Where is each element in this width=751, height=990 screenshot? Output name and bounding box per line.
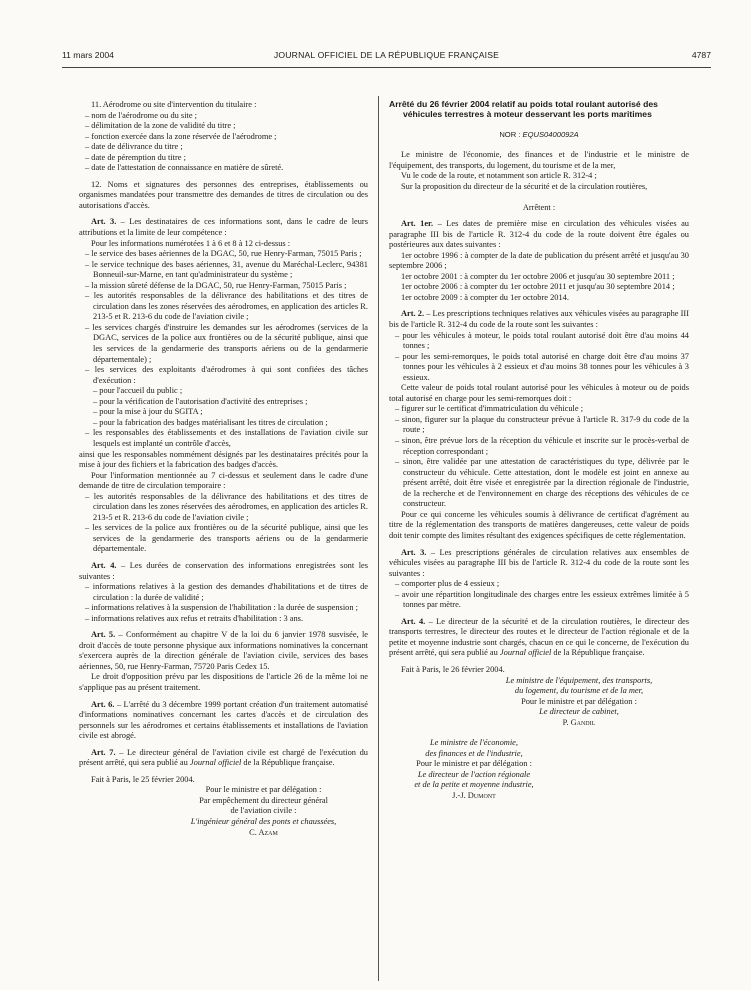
article-text: – Conformément au chapitre V de la loi du 6 janvier 1978 susvisée, le droit d'accès de toute personne physique aux informations nominatives la concernant s'exercera auprès de la direction générale de l'aviation civile, services des bases aériennes, 50, rue Henry-Farman, 75720 Paris Cedex 15. bbox=[79, 630, 369, 671]
article-label: Art. 4. bbox=[91, 560, 117, 570]
list-item: – les autorités responsables de la délivrance des habilitations et des titres de circulation dans les zones réservées des aérodromes, en application des articles R. 213-5 et R. 213-6 du code de l'aviation civile ; bbox=[85, 491, 368, 522]
article-label: Art. 5. bbox=[91, 630, 116, 640]
signatory-title: Le directeur de cabinet, bbox=[539, 707, 619, 717]
article-1 bbox=[389, 219, 689, 251]
paragraph: Pour l'information mentionnée au 7 ci-dessus et seulement dans le cadre d'une demande de titre de circulation temporaire : bbox=[79, 470, 368, 491]
nor-label: NOR : bbox=[499, 129, 523, 139]
article-text-end: de la République française. bbox=[551, 648, 645, 658]
list-item: – date de délivrance du titre ; bbox=[85, 142, 183, 152]
page-header bbox=[62, 50, 711, 68]
paragraph: Pour ce qui concerne les véhicules soumis à délivrance de certificat d'agrément au titre de la réglementation des transports de matières dangereuses, cette valeur de poids doit tenir compte des limites résultant des exigences spécifiques de cette réglementation. bbox=[389, 509, 689, 540]
list-item: – figurer sur le certificat d'immatriculation du véhicule ; bbox=[395, 404, 584, 414]
signatory-name: J.-J. Dumont bbox=[452, 790, 496, 800]
list-item: – comporter plus de 4 essieux ; bbox=[395, 579, 500, 589]
article-text-end: de la République française. bbox=[241, 758, 335, 768]
list-item: – date de l'attestation de connaissance en matière de sûreté. bbox=[85, 163, 284, 173]
list-item: – informations relatives à la suspension de l'habilitation : la durée de suspension ; bbox=[85, 603, 358, 613]
article-label: Art. 3. bbox=[91, 217, 117, 227]
sub-list-item: – pour la fabrication des badges matérialisant les titres de circulation ; bbox=[93, 417, 328, 427]
article-7 bbox=[79, 748, 368, 769]
article-5 bbox=[79, 630, 368, 672]
signatory-title: Le directeur de l'action régionale bbox=[417, 769, 531, 779]
signatory-minister: Le ministre de l'équipement, des transports, bbox=[505, 675, 653, 685]
article-label: Art. 2. bbox=[401, 309, 425, 319]
list-item: – avoir une répartition longitudinale des charges entre les essieux extrêmes limitée à 5 tonnes par mètre. bbox=[395, 589, 689, 610]
list-item: – informations relatives à la gestion des demandes d'habilitations et de titres de circulation : la durée de validité ; bbox=[85, 582, 368, 602]
article-label: Art. 4. bbox=[401, 616, 426, 626]
signatory-name: P. Gandil bbox=[562, 717, 596, 727]
proposal: Sur la proposition du directeur de la sécurité et de la circulation routières, bbox=[401, 182, 648, 191]
issue-date: 11 mars 2004 bbox=[62, 50, 114, 60]
nor-reference bbox=[389, 130, 689, 141]
visa: Vu le code de la route, et notamment son article R. 312-4 ; bbox=[401, 171, 597, 181]
list-item: – pour les véhicules à moteur, le poids total roulant autorisé doit être d'au moins 44 tonnes ; bbox=[395, 330, 689, 351]
sub-list-item: – pour l'accueil du public ; bbox=[93, 386, 183, 396]
article-label: Art. 3. bbox=[401, 547, 427, 557]
signature-date: Fait à Paris, le 26 février 2004. bbox=[401, 664, 505, 674]
date-entry: 1er octobre 2001 : à compter du 1er octobre 2006 et jusqu'au 30 septembre 2011 ; bbox=[401, 271, 675, 281]
paragraph: ainsi que les responsables nommément désignés par les destinataires précités pour la mise à jour des fichiers et la fabrication des badges d'accès. bbox=[79, 449, 368, 470]
list-item: – le service des bases aériennes de la DGAC, 50, rue Henry-Farman, 75015 Paris ; bbox=[85, 249, 362, 259]
article-label: Art. 7. bbox=[91, 747, 116, 757]
article-text: – L'arrêté du 3 décembre 1999 portant création d'un traitement automatisé d'informations nominatives concernant les cartes d'accès et de circulation des personnels sur les aérodromes et certains établissements et installations de l'aviation civile est abrogé. bbox=[79, 699, 368, 741]
right-column bbox=[389, 99, 689, 802]
signatory-title: L'ingénieur général des ponts et chaussées, bbox=[190, 817, 337, 826]
signatory-minister: Le ministre de l'économie, bbox=[429, 738, 518, 748]
paragraph: Pour les informations numérotées 1 à 6 et 8 à 12 ci-dessus : bbox=[91, 238, 291, 248]
list-item: – les services de la police aux frontières ou de la sécurité publique, ainsi que les services de la gendarmerie des transports aériens ou de la gendarmerie départementale. bbox=[85, 523, 368, 554]
list-item: – nom de l'aérodrome ou du site ; bbox=[85, 110, 197, 120]
signature-line: de l'aviation civile : bbox=[230, 806, 297, 816]
delegation-line: Pour le ministre et par délégation : bbox=[521, 696, 637, 706]
signatory-minister: des finances et de l'industrie, bbox=[425, 748, 523, 758]
article-6 bbox=[79, 700, 368, 742]
article-3 bbox=[79, 217, 368, 238]
date-entry: 1er octobre 2009 : à compter du 1er octobre 2014. bbox=[401, 292, 569, 302]
article-4 bbox=[79, 561, 368, 582]
signatory-minister: du logement, du tourisme et de la mer, bbox=[514, 686, 644, 696]
left-column bbox=[79, 100, 368, 838]
article-label: Art. 6. bbox=[91, 699, 115, 709]
article-text: – Le directeur général de l'aviation civile est chargé de l'exécution du présent arrêté, qui sera publié au bbox=[79, 747, 368, 768]
article-text: – Le directeur de la sécurité et de la circulation routières, le directeur des transports terrestres, le directeur des routes et le directeur de l'action régionale et de la petite et moyenne industrie sont chargés, chacun en ce qui le concerne, de l'exécution du présent arrêté, qui sera publié au bbox=[389, 616, 689, 658]
list-item: – les services chargés d'instruire les demandes sur les aérodromes (services de la DGAC, services de la police aux frontières ou de la sécurité publique, ainsi que les services de la gendarmerie des transports aériens ou de la gendarmerie départementale) ; bbox=[85, 322, 368, 364]
nor-code: EQUS0400092A bbox=[522, 129, 579, 139]
signature-line: Par empêchement du directeur général bbox=[199, 795, 328, 805]
decree-title: Arrêté du 26 février 2004 relatif au poids total roulant autorisé des véhicules terrestres à moteur desservant les ports maritimes bbox=[389, 99, 658, 120]
list-item: – les autorités responsables de la délivrance des habilitations et des titres de circulation dans les zones réservées des aérodromes, en application des articles R. 213-5 et R. 213-6 du code de l'aviation civile ; bbox=[85, 291, 368, 322]
list-item: – sinon, être prévue lors de la réception du véhicule et inscrite sur le procès-verbal de réception correspondant ; bbox=[395, 436, 689, 456]
article-2 bbox=[389, 309, 689, 330]
column-divider bbox=[378, 96, 379, 981]
date-entry: 1er octobre 2006 : à compter du 1er octobre 2011 et jusqu'au 30 septembre 2014 ; bbox=[401, 282, 675, 292]
signature-block bbox=[159, 785, 368, 838]
article-text: – Les dates de première mise en circulation des véhicules visées au paragraphe III bis de l'article R. 312-4 du code de la route doivent être égales ou postérieures aux dates suivantes : bbox=[389, 219, 689, 250]
item-12: 12. Noms et signatures des personnes des entreprises, établissements ou organismes mandatées pour transmettre des demandes de titres de circulation ou des autorisations d'accès. bbox=[79, 179, 368, 210]
signature-date: Fait à Paris, le 25 février 2004. bbox=[91, 774, 195, 784]
list-item: – les services des exploitants d'aérodromes à qui sont confiées des tâches d'exécution : bbox=[85, 365, 368, 385]
delegation-line: Pour le ministre et par délégation : bbox=[416, 759, 532, 769]
list-item: – le service technique des bases aériennes, 31, avenue du Maréchal-Leclerc, 94381 Bonneuil-sur-Marne, en tant qu'administrateur du système ; bbox=[85, 259, 368, 280]
sub-list-item: – pour la mise à jour du SGITA ; bbox=[93, 407, 203, 417]
article-text: – Les prescriptions techniques relatives aux véhicules visées au paragraphe III bis de l'article R. 312-4 du code de la route sont les suivantes : bbox=[389, 309, 689, 330]
journal-reference: Journal officiel bbox=[499, 648, 552, 658]
list-item: – pour les semi-remorques, le poids total autorisé en charge doit être d'au moins 37 tonnes pour les véhicules à 2 essieux et d'au moins 38 tonnes pour les véhicules à 3 essieux. bbox=[395, 351, 689, 382]
page-number: 4787 bbox=[691, 50, 711, 60]
article-text: – Les prescriptions générales de circulation relatives aux ensembles de véhicules visées au paragraphe III bis de l'article R. 312-4 du code de la route sont les suivantes : bbox=[389, 547, 689, 578]
article-3 bbox=[389, 548, 689, 580]
article-text: – Les destinataires de ces informations sont, dans le cadre de leurs attributions et la limite de leur compétence : bbox=[79, 217, 368, 238]
journal-reference: Journal officiel bbox=[189, 758, 242, 768]
article-text: – Les durées de conservation des informations enregistrées sont les suivantes : bbox=[79, 560, 368, 581]
list-item: – date de péremption du titre ; bbox=[85, 152, 186, 162]
list-item: – la mission sûreté défense de la DGAC, 50, rue Henry-Farman, 75015 Paris ; bbox=[85, 280, 347, 290]
list-item: – sinon, figurer sur la plaque du constructeur prévue à l'article R. 317-9 du code de la route ; bbox=[395, 414, 689, 435]
list-item: – sinon, être validée par une attestation de caractéristiques du type, délivrée par le constructeur du véhicule. Cette attestation, dont le modèle est joint en annexe au présent arrêté, doit être visée et enregistrée par la direction régionale de l'industrie, de la recherche et de l'environnement en charge des réceptions des véhicules de ce constructeur. bbox=[395, 457, 689, 509]
signature-block-1 bbox=[469, 676, 689, 729]
signature-block-2 bbox=[389, 738, 559, 801]
list-item: – délimitation de la zone de validité du titre ; bbox=[85, 121, 236, 131]
list-item: – les responsables des établissements et des installations de l'aviation civile sur lesquels est implanté un contrôle d'accès, bbox=[85, 428, 368, 448]
signature-line: Pour le ministre et par délégation : bbox=[205, 785, 322, 795]
preamble: Le ministre de l'économie, des finances et de l'industrie et le ministre de l'équipement, des transports, du logement, du tourisme et de la mer, bbox=[389, 150, 689, 170]
signatory-name: C. Azam bbox=[249, 827, 278, 837]
article-4 bbox=[389, 617, 689, 659]
paragraph: Cette valeur de poids total roulant autorisé pour les véhicules à moteur ou de poids total autorisé en charge pour les semi-remorques doit : bbox=[389, 383, 689, 403]
item-11: 11. Aérodrome ou site d'intervention du titulaire : bbox=[91, 100, 257, 109]
signatory-title: et de la petite et moyenne industrie, bbox=[414, 780, 534, 790]
article-label: Art. 1er. bbox=[401, 219, 434, 229]
journal-title: JOURNAL OFFICIEL DE LA RÉPUBLIQUE FRANÇAISE bbox=[273, 50, 500, 60]
paragraph: Le droit d'opposition prévu par les dispositions de l'article 26 de la même loi ne s'applique pas au présent traitement. bbox=[79, 672, 368, 692]
list-item: – fonction exercée dans la zone réservée de l'aérodrome ; bbox=[85, 131, 277, 141]
arretent: Arrêtent : bbox=[522, 202, 556, 212]
sub-list-item: – pour la vérification de l'autorisation d'activité des entreprises ; bbox=[93, 396, 308, 406]
list-item: – informations relatives aux refus et retraits d'habilitation : 3 ans. bbox=[85, 613, 304, 623]
date-entry: 1er octobre 1996 : à compter de la date de publication du présent arrêté et jusqu'au 30 septembre 2006 ; bbox=[389, 250, 689, 271]
